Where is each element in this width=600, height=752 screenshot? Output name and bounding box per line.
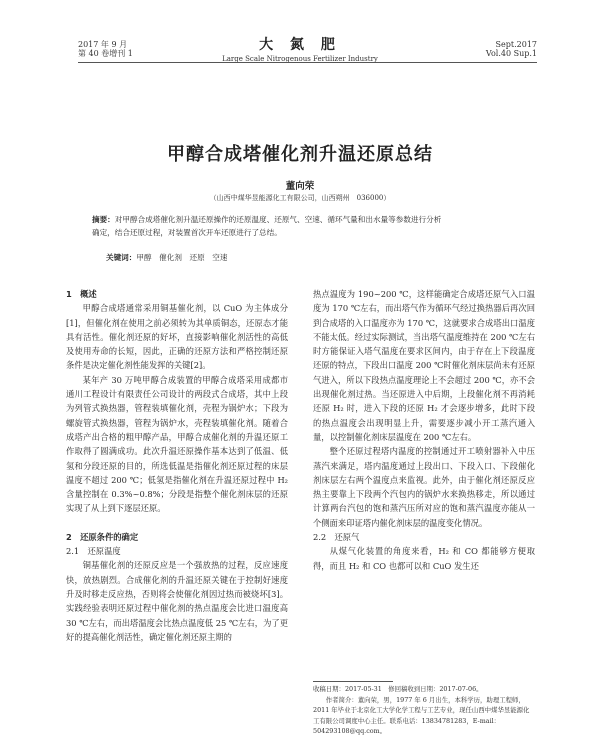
footnote — [313, 684, 535, 737]
footnote-divider — [313, 681, 393, 682]
header-volume-en: Vol.40 Sup.1 — [485, 49, 537, 58]
article-author: 董向荣 — [285, 181, 315, 192]
paragraph-temperature-control: 整个还原过程塔内温度的控制通过开工喷射器补入中压蒸汽来满足，塔内温度通过上段出口、下段入口、下段催化剂床层左右两个温度点来监视。此外，由于催化剂还原反应热主要靠上下段两个汽包内的锅炉水来换热移走，所以通过计算两台汽包的饱和蒸汽压所对应的饱和蒸汽温度亦能从一个侧面来印证塔内催化剂床层的温度变化情况。 — [313, 446, 535, 528]
abstract-label: 摘要： — [92, 215, 115, 224]
paragraph-hotspot-temperature: 热点温度为 190~200 ℃，这样能确定合成塔还原气入口温度为 170 ℃左右，而出塔气作为循环气经过换热器后再次回到合成塔的入口温度亦为 170 ℃，这就要求合成塔出口温度不能太低。经过实际测试，当出塔气温度维持在 200 ℃左右时方能保证入塔气温度在要求区间内，由于存在上下段温度还原的特点，下段出口温度 200 ℃时催化剂床层尚未有还原气进入，所以下段热点温度理论上不会超过 200 ℃，亦不会出现催化剂过热。当还原进入中后期，上段催化剂不再消耗还原 H₂ 时，进入下段的还原 H₂ 才会逐步增多，此时下段的热点温度会出现明显上升，需要逐步减小开工蒸汽通入量，以控制催化剂床层温度在 200 ℃左右。 — [313, 289, 535, 442]
abstract — [92, 214, 512, 239]
paragraph-reducing-gas: 从煤气化装置的角度来看，H₂ 和 CO 都能够方便取得，而且 H₂ 和 CO 也都可以和 CuO 发生还 — [313, 546, 535, 571]
author-affiliation: （山西中煤华昱能源化工有限公司，山西朔州 036000） — [209, 194, 391, 202]
header-issue-info-en — [486, 40, 537, 58]
footnote-author-bio: 作者简介：董向荣，男，1977 年 6 月出生，本科学历，助理工程师，2011 年毕业于北京化工大学化学工程与工艺专业，现任山西中煤华昱能源化工有限公司调度中心主任。联系电话：13834781283，E-mail：504293108@qq.com。 — [313, 695, 530, 736]
keywords-list: 甲醇 催化剂 还原 空速 — [136, 253, 228, 262]
subsection-heading-reducing-gas: 2.2 还原气 — [313, 532, 360, 543]
section-heading-reduction-conditions: 2 还原条件的确定 — [66, 531, 139, 542]
body-column-left — [66, 287, 288, 644]
header-volume-cn: 第 40 卷增刊 1 — [78, 49, 133, 58]
paragraph-overview-2: 某年产 30 万吨甲醇合成装置的甲醇合成塔采用成都市通川工程设计有限责任公司设计的两段式合成塔，其中上段为列管式换热器，管程装填催化剂，壳程为锅炉水；下段为螺旋管式换热器，管程为锅炉水，壳程装填催化剂。随着合成塔产出合格的粗甲醇产品，甲醇合成催化剂的升温还原工作取得了圆满成功。此次升温还原操作基本达到了低温、低氢和分段还原的目的，所选低温是指催化剂还原过程的床层温度不超过 200 ℃；低氢是指催化剂在升温还原过程中 H₂ 含量控制在 0.3%~0.8%；分段是指整个催化剂床层的还原实现了从上到下逐层还原。 — [66, 374, 288, 514]
paragraph-overview-1: 甲醇合成塔通常采用铜基催化剂，以 CuO 为主体成分[1]，但催化剂在使用之前必须转为其单质铜态，还原态才能具有活性。催化剂还原的好坏，直接影响催化剂活性的高低及使用寿命的长短，因此，正确的还原方法和严格控制还原条件是决定催化剂性能发挥的关键[2]。 — [66, 303, 288, 371]
journal-title-en: Large Scale Nitrogenous Fertilizer Industry — [222, 55, 378, 63]
paragraph-reduction-temperature: 铜基催化剂的还原反应是一个强放热的过程，反应速度快，放热剧烈。合成催化剂的升温还原关键在于控制好速度升及时移走反应热，否则将会使催化剂因过热而被烧坏[3]。实践经验表明还原过程中催化剂的热点温度会比进口温度高 30 ℃左右，而出塔温度会比热点温度低 25 ℃左右，为了更好的提高催化剂活性，确定催化剂还原主期的 — [66, 560, 288, 642]
header-divider — [78, 62, 537, 63]
keywords — [106, 252, 228, 263]
abstract-text-line1: 对甲醇合成塔催化剂升温还原操作的还原温度、还原气、空速、循环气量和出水量等参数进行分析 — [114, 215, 442, 224]
journal-title-cn: 大 氮 肥 — [259, 37, 341, 53]
body-column-right — [313, 287, 535, 573]
keywords-label: 关键词： — [106, 253, 137, 262]
section-heading-overview: 1 概述 — [66, 289, 97, 299]
abstract-text-line2: 确定，结合还原过程，对装置首次开车还原进行了总结。 — [92, 227, 282, 237]
article-title: 甲醇合成塔催化剂升温还原总结 — [167, 144, 433, 165]
header-date-cn: 2017 年 9 月 — [78, 40, 128, 49]
subsection-heading-reduction-temperature: 2.1 还原温度 — [66, 546, 121, 557]
footnote-received-date: 收稿日期：2017-05-31 修回稿收到日期：2017-07-06。 — [313, 685, 483, 693]
header-date-en: Sept.2017 — [495, 40, 537, 49]
